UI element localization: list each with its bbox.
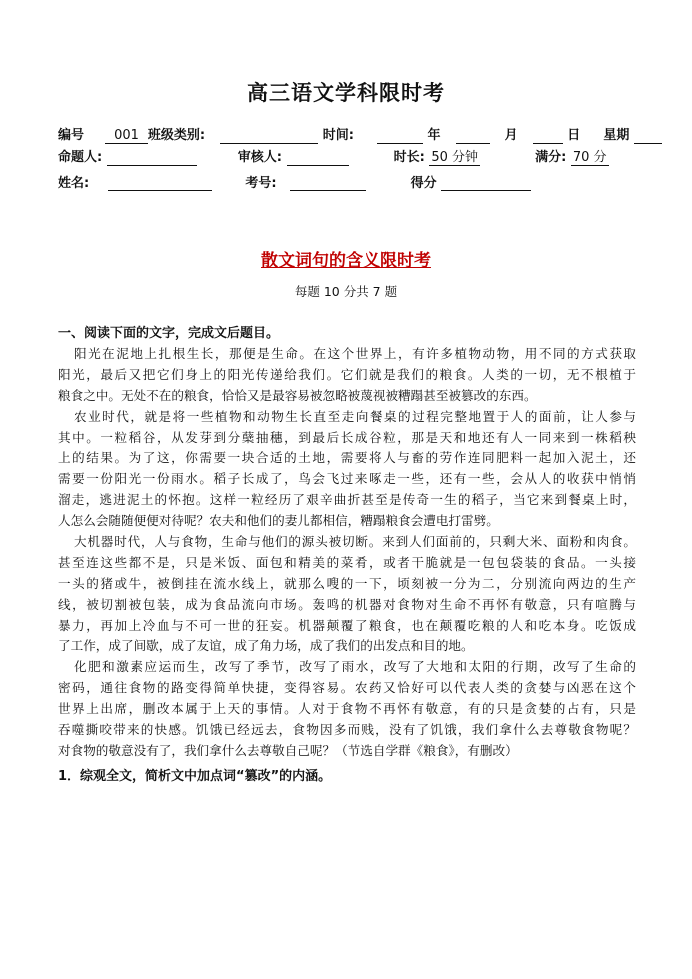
score-label: 满分:: [535, 150, 567, 165]
info-row-setter: [58, 146, 658, 166]
result-label: 得分: [410, 176, 437, 191]
reviewer-label: 审核人:: [237, 150, 282, 165]
info-row-name: [58, 172, 658, 191]
setter-blank[interactable]: [107, 151, 197, 166]
passage-line: 溜走，逃进泥土的怀抱。这样一粒经历了艰辛曲折甚至是传奇一生的稻子，当它来到餐桌上时，: [58, 492, 636, 508]
weekday-blank[interactable]: [634, 129, 662, 144]
reading-instruction: 一、阅读下面的文字，完成文后题目。: [58, 326, 280, 341]
month-blank[interactable]: [456, 129, 490, 144]
score-value: 70 分: [571, 146, 609, 166]
exam-no-blank[interactable]: [290, 176, 366, 191]
scoring-note: 每题 10 分共 7 题: [294, 284, 398, 299]
serial-label: 编号: [58, 128, 85, 143]
result-blank[interactable]: [441, 176, 531, 191]
year-label: 年: [427, 128, 441, 143]
passage-line: 粮食之中。无处不在的粮食，恰恰又是最容易被忽略被蔑视被糟蹋甚至被篡改的东西。: [58, 387, 537, 403]
class-blank[interactable]: [220, 129, 318, 144]
serial-value: 001: [105, 128, 148, 144]
year-blank[interactable]: [377, 129, 423, 144]
passage-line: 其中。一粒稻谷，从发芽到分蘖抽穗，到最后长成谷粒，那是天和地还有人一同来到一株稻秧: [58, 429, 636, 445]
setter-label: 命题人:: [58, 150, 103, 165]
passage-line: 世界上出席，删改本属于上天的事情。人对于食物不再怀有敬意，有的只是贪婪的占有，只是: [58, 701, 636, 717]
reviewer-blank[interactable]: [287, 151, 349, 166]
name-label: 姓名:: [58, 176, 90, 191]
passage-line: 密码，通往食物的路变得简单快捷，变得容易。农药又恰好可以代表人类的贪婪与凶恶在这个: [58, 680, 636, 696]
name-blank[interactable]: [108, 176, 212, 191]
month-label: 月: [504, 128, 518, 143]
day-blank[interactable]: [533, 129, 563, 144]
info-row-serial: [58, 124, 658, 144]
weekday-label: 星期: [603, 128, 630, 143]
exam-no-label: 考号:: [245, 176, 277, 191]
reading-passage: [58, 344, 636, 762]
worksheet-title: 高三语文学科限时考: [247, 81, 445, 105]
duration-value: 50 分钟: [429, 146, 480, 166]
passage-line: 一头的猪或牛，被倒挂在流水线上，就那么嗖的一下，顷刻被一分为二，分别流向两边的生产: [58, 575, 636, 591]
section-title: 散文词句的含义限时考: [261, 251, 431, 271]
passage-line: 化肥和激素应运而生，改写了季节，改写了雨水，改写了大地和太阳的行期，改写了生命的: [74, 659, 636, 675]
passage-line: 上的结果。为了这，你需要一块合适的土地，需要将人与畜的劳作连同肥料一起加入泥土，还: [58, 450, 636, 466]
passage-line: 大机器时代，人与食物，生命与他们的源头被切断。来到人们面前的，只剩大米、面粉和肉食。: [74, 534, 636, 550]
passage-line: 暴力，再加上冷血与不可一世的狂妄。机器颠覆了粮食，也在颠覆吃粮的人和吃本身。吃饭成: [58, 617, 636, 633]
passage-line: 阳光，最后又把它们身上的阳光传递给我们。它们就是我们的粮食。人类的一切，无不根植于: [58, 366, 636, 382]
passage-line: 人怎么会随随便便对待呢？农夫和他们的妻儿都相信，糟蹋粮食会遭电打雷劈。: [58, 513, 499, 529]
passage-line: 阳光在泥地上扎根生长，那便是生命。在这个世界上，有许多植物动物，用不同的方式获取: [74, 346, 636, 361]
passage-line: 甚至连这些都不是，只是米饭、面包和精美的菜肴，或者干脆就是一包包袋装的食品。一头接: [58, 554, 636, 570]
passage-line: 线，被切割被包装，成为食品流向市场。轰鸣的机器对食物对生命不再怀有敬意，只有喧腾与: [58, 596, 636, 612]
passage-line: 农业时代，就是将一些植物和动物生长直至走向餐桌的过程完整地置于人的面前，让人参与: [74, 408, 636, 424]
passage-line: 需要一份阳光一份雨水。稻子长成了，鸟会飞过来啄走一些，还有一些，会从人的收获中悄悄: [58, 471, 636, 487]
day-label: 日: [567, 128, 581, 143]
question-1: 1．综观全文，简析文中加点词“篡改”的内涵。: [58, 769, 332, 784]
time-label: 时间:: [322, 128, 354, 143]
passage-line: 了工作，成了间歇，成了友谊，成了角力场，成了我们的出发点和目的地。: [58, 638, 474, 654]
duration-label: 时长:: [393, 150, 425, 165]
passage-line: 对食物的敬意没有了，我们拿什么去尊敬自己呢？（节选自学群《粮食》，有删改）: [58, 742, 518, 758]
class-label: 班级类别:: [147, 128, 206, 143]
passage-line: 吞噬撕咬带来的快感。饥饿已经远去，食物因多而贱，没有了饥饿，我们拿什么去尊敬食物呢？: [58, 722, 636, 738]
